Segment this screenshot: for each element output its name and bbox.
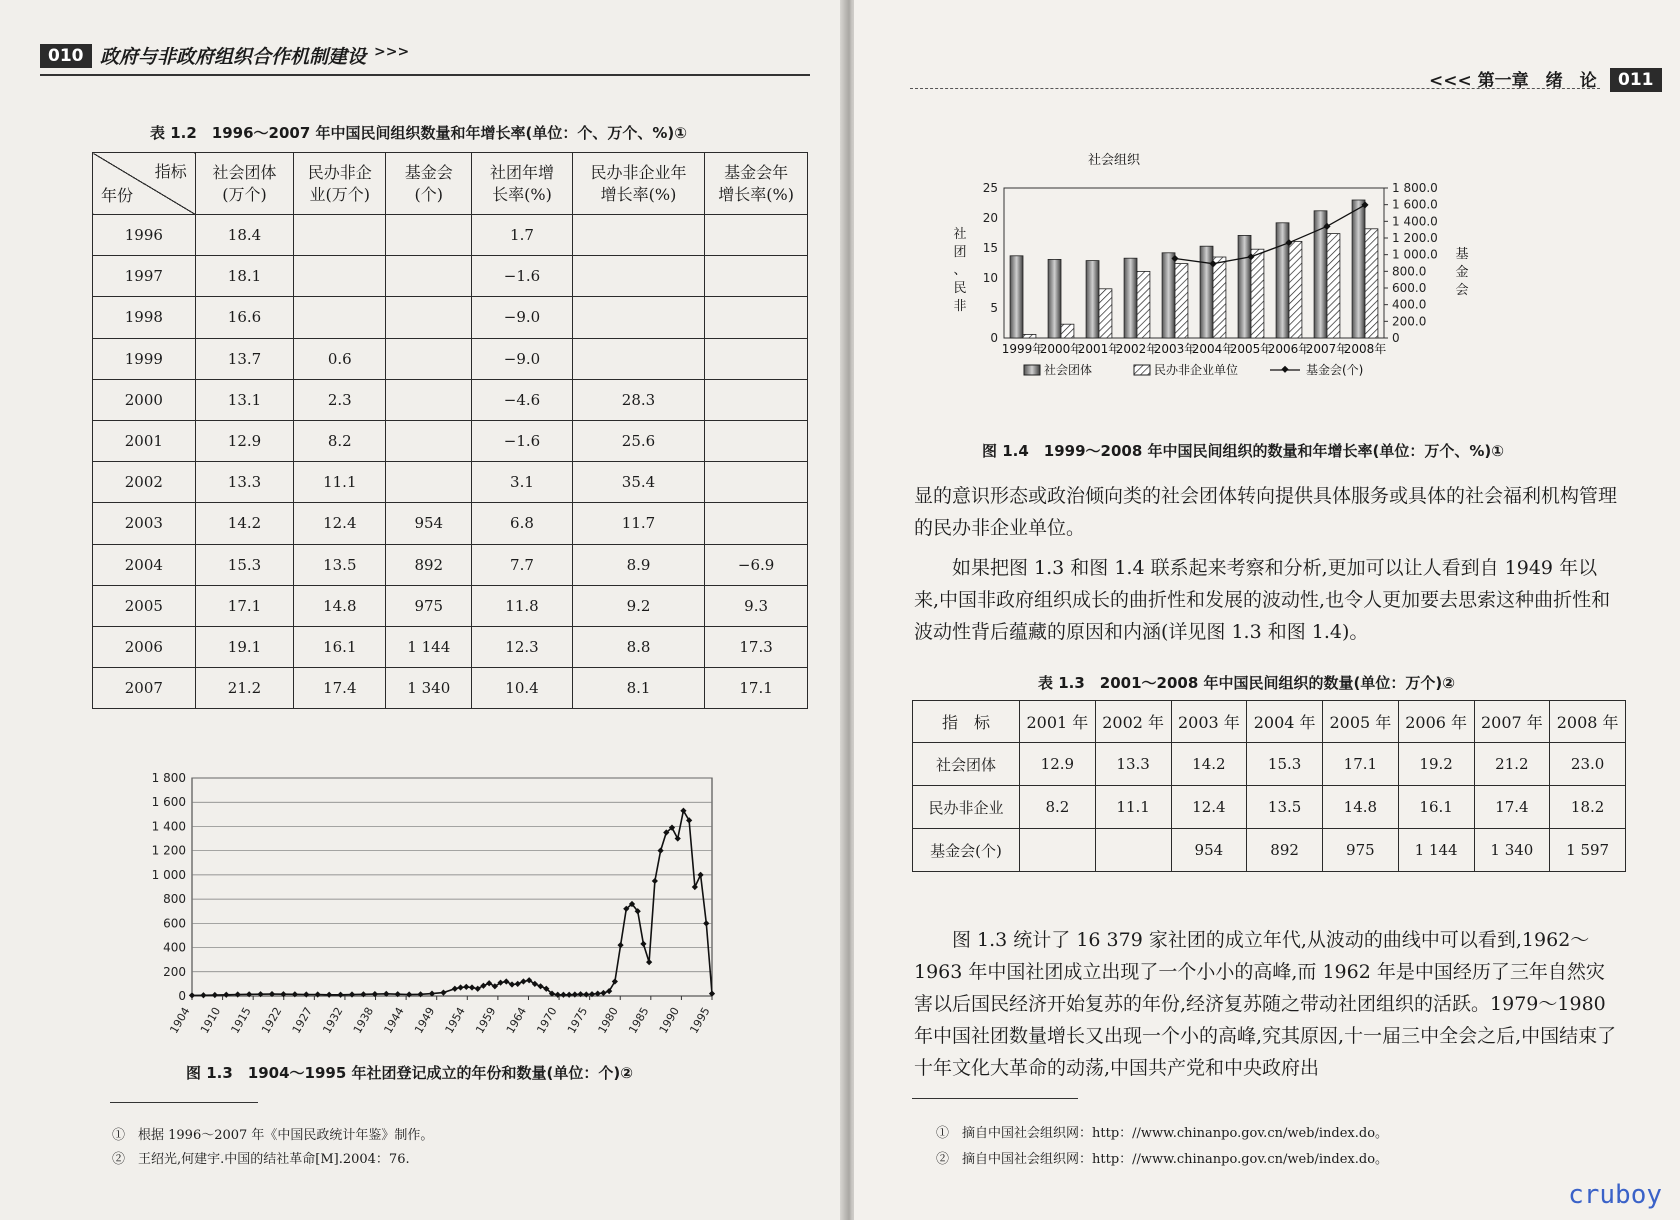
table-1-2-cell	[294, 256, 386, 297]
table-row	[93, 626, 808, 667]
table-1-2-cell: 8.8	[572, 626, 704, 667]
table-1-2-cell: −6.9	[705, 544, 808, 585]
table-1-3-row-label: 社会团体	[913, 743, 1020, 786]
data-point	[509, 981, 515, 987]
y-tick-label: 800	[163, 892, 186, 907]
table-1-2-cell	[572, 256, 704, 297]
table-1-2-cell: −9.0	[472, 338, 573, 379]
y-tick-label: 1 000	[151, 867, 186, 882]
table-1-3-cell: 16.1	[1398, 786, 1474, 829]
table-1-2-cell: 954	[386, 503, 472, 544]
table-row	[93, 338, 808, 379]
x-tick-label: 1990	[656, 1005, 683, 1036]
table-1-2-cell: 18.4	[195, 215, 294, 256]
table-1-3-cell: 15.3	[1247, 743, 1323, 786]
x-tick-label: 1915	[228, 1005, 254, 1036]
table-1-2-cell: 1 144	[386, 626, 472, 667]
table-1-2-cell: 13.7	[195, 338, 294, 379]
y-left-axis-label-char: 非	[953, 299, 967, 314]
table-1-3-cell: 18.2	[1550, 786, 1626, 829]
data-point	[560, 992, 566, 998]
bar-social-groups	[1086, 261, 1099, 338]
table-1-2-cell: 35.4	[572, 462, 704, 503]
table-1-2	[92, 152, 808, 709]
table-1-2-header: 民办非企业年 增长率(%)	[572, 153, 704, 215]
table-1-3-cell: 1 340	[1474, 829, 1550, 872]
legend-label: 社会团体	[1044, 363, 1093, 377]
table-1-2-cell	[572, 338, 704, 379]
table-1-2-header: 社会团体 (万个)	[195, 153, 294, 215]
table-1-3	[912, 700, 1626, 872]
x-tick-label: 2007年	[1305, 342, 1349, 356]
bar-social-groups	[1162, 253, 1175, 338]
table-1-2-cell	[705, 462, 808, 503]
table-1-2-cell	[386, 420, 472, 461]
table-1-2-cell: 25.6	[572, 420, 704, 461]
table-1-2-year-cell: 2006	[93, 626, 196, 667]
table-1-3-cell: 19.2	[1398, 743, 1474, 786]
data-point	[406, 991, 412, 997]
table-1-2-cell: 12.9	[195, 420, 294, 461]
table-row	[913, 743, 1626, 786]
table-1-2-year-cell: 2000	[93, 379, 196, 420]
bar-private-non-enterprise	[1327, 234, 1340, 338]
table-1-2-header: 社团年增 长率(%)	[472, 153, 573, 215]
data-point	[503, 978, 509, 984]
y-left-tick-label: 20	[982, 211, 998, 225]
table-1-3-cell: 12.4	[1171, 786, 1247, 829]
y-right-tick-label: 200.0	[1392, 314, 1427, 329]
table-1-2-cell	[386, 297, 472, 338]
table-row	[93, 215, 808, 256]
table-1-3-year-header: 2006 年	[1398, 701, 1474, 743]
table-row	[93, 503, 808, 544]
table-1-3-cell: 12.9	[1020, 743, 1096, 786]
table-1-2-cell: −1.6	[472, 420, 573, 461]
table-1-3-cell: 1 144	[1398, 829, 1474, 872]
table-1-2-cell: −1.6	[472, 256, 573, 297]
table-1-2-cell	[705, 379, 808, 420]
right-footnote-rule	[912, 1098, 1078, 1099]
left-page-number: 010	[40, 44, 92, 68]
table-1-2-cell	[705, 503, 808, 544]
y-left-tick-label: 0	[990, 331, 998, 345]
table-1-2-cell: 892	[386, 544, 472, 585]
y-left-tick-label: 15	[982, 241, 998, 255]
table-1-2-cell: 0.6	[294, 338, 386, 379]
table-1-2-cell: 8.2	[294, 420, 386, 461]
figure-1-3-chart	[150, 768, 750, 1068]
x-tick-label: 1944	[381, 1005, 407, 1036]
data-point	[303, 991, 309, 997]
y-right-tick-label: 400.0	[1392, 297, 1427, 312]
corner-label-year: 年份	[101, 186, 134, 205]
y-right-axis-label-char: 金	[1455, 265, 1469, 280]
data-point	[600, 990, 606, 996]
table-1-2-corner	[93, 153, 196, 215]
table-1-2-cell: 17.1	[705, 668, 808, 709]
y-tick-label: 1 400	[151, 819, 186, 834]
table-1-3-cell: 13.5	[1247, 786, 1323, 829]
data-point	[692, 884, 698, 890]
bar-social-groups	[1124, 258, 1137, 338]
table-1-2-cell: 17.3	[705, 626, 808, 667]
table-1-2-cell: 16.1	[294, 626, 386, 667]
bar-social-groups	[1048, 259, 1061, 338]
table-1-2-caption: 表 1.2 1996～2007 年中国民间组织数量和年增长率(单位：个、万个、%)①	[150, 124, 687, 142]
x-tick-label: 2001年	[1077, 342, 1121, 356]
watermark: cruboy	[1568, 1180, 1662, 1210]
table-1-2-cell: 6.8	[472, 503, 573, 544]
table-row	[913, 829, 1626, 872]
data-point	[457, 984, 463, 990]
data-point	[337, 992, 343, 998]
bar-social-groups	[1010, 256, 1023, 338]
table-1-2-cell: 1.7	[472, 215, 573, 256]
table-1-2-cell: −4.6	[472, 379, 573, 420]
data-point	[697, 872, 703, 878]
data-point	[640, 941, 646, 947]
y-right-tick-label: 1 000.0	[1392, 247, 1438, 262]
x-tick-label: 2005年	[1229, 342, 1273, 356]
table-1-2-cell	[705, 420, 808, 461]
table-1-3-cell: 954	[1171, 829, 1247, 872]
table-1-2-cell: 13.5	[294, 544, 386, 585]
y-right-tick-label: 1 800.0	[1392, 181, 1438, 195]
data-point	[566, 992, 572, 998]
table-1-2-cell: 12.4	[294, 503, 386, 544]
table-row	[93, 544, 808, 585]
data-point	[537, 983, 543, 989]
bar-private-non-enterprise	[1289, 241, 1302, 338]
table-1-2-year-cell: 1997	[93, 256, 196, 297]
plot-frame	[192, 778, 712, 996]
table-1-2-cell: 17.4	[294, 668, 386, 709]
bar-social-groups	[1200, 246, 1213, 338]
y-tick-label: 200	[163, 964, 186, 979]
figure-1-4-caption: 图 1.4 1999～2008 年中国民间组织的数量和年增长率(单位：万个、%)①	[982, 442, 1504, 460]
bar-social-groups	[1352, 200, 1365, 338]
table-1-2-cell: 17.1	[195, 585, 294, 626]
table-1-3-cell: 892	[1247, 829, 1323, 872]
right-footnote-2: ② 摘自中国社会组织网：http：//www.chinanpo.gov.cn/web/index.do。	[936, 1152, 1389, 1167]
table-1-2-cell	[572, 215, 704, 256]
y-right-tick-label: 800.0	[1392, 264, 1427, 279]
table-1-2-cell: 28.3	[572, 379, 704, 420]
table-1-2-cell: 2.3	[294, 379, 386, 420]
data-point	[515, 981, 521, 987]
x-tick-label: 1938	[350, 1005, 377, 1036]
data-point	[612, 978, 618, 984]
table-1-2-cell: 9.3	[705, 585, 808, 626]
table-1-2-cell	[386, 256, 472, 297]
footnote-rule	[110, 1102, 258, 1103]
data-point	[475, 986, 481, 992]
y-left-axis-label-char: 、	[953, 263, 967, 278]
bar-private-non-enterprise	[1251, 249, 1264, 338]
table-1-2-cell: 1 340	[386, 668, 472, 709]
table-1-3-year-header: 2004 年	[1247, 701, 1323, 743]
y-tick-label: 1 600	[151, 795, 186, 810]
data-point	[486, 980, 492, 986]
y-tick-label: 1 800	[151, 771, 186, 785]
table-1-2-year-cell: 2001	[93, 420, 196, 461]
y-tick-label: 0	[178, 989, 186, 1003]
x-tick-label: 1970	[534, 1005, 560, 1036]
x-tick-label: 1954	[442, 1005, 468, 1036]
x-tick-label: 2003年	[1153, 342, 1197, 356]
corner-label-indicator: 指标	[154, 162, 187, 181]
table-1-2-cell: 975	[386, 585, 472, 626]
table-1-2-cell	[386, 215, 472, 256]
data-point	[315, 991, 321, 997]
data-point	[189, 992, 195, 998]
data-point	[646, 959, 652, 965]
table-1-2-year-cell: 2005	[93, 585, 196, 626]
data-point	[652, 878, 658, 884]
x-tick-label: 1985	[626, 1005, 652, 1036]
table-1-2-cell	[386, 379, 472, 420]
right-header-rule	[910, 88, 1600, 89]
right-page-number: 011	[1610, 68, 1662, 92]
table-1-2-cell	[386, 338, 472, 379]
x-tick-label: 1904	[167, 1005, 193, 1036]
header-rule	[40, 74, 810, 76]
data-point	[200, 992, 206, 998]
table-1-3-cell: 23.0	[1550, 743, 1626, 786]
table-1-2-cell: 3.1	[472, 462, 573, 503]
bar-social-groups	[1314, 211, 1327, 338]
table-1-2-cell: 12.3	[472, 626, 573, 667]
y-right-tick-label: 0	[1392, 331, 1400, 345]
table-1-2-cell: 21.2	[195, 668, 294, 709]
data-point	[349, 991, 355, 997]
y-right-tick-label: 1 400.0	[1392, 214, 1438, 229]
table-1-2-year-cell: 1996	[93, 215, 196, 256]
book-title: 政府与非政府组织合作机制建设	[100, 46, 367, 68]
table-1-2-header: 民办非企 业(万个)	[294, 153, 386, 215]
table-1-2-cell: 8.1	[572, 668, 704, 709]
data-point	[480, 983, 486, 989]
data-point	[235, 991, 241, 997]
x-tick-label: 1959	[473, 1005, 499, 1036]
x-tick-label: 2008年	[1343, 342, 1387, 356]
table-1-3-year-header: 2005 年	[1323, 701, 1399, 743]
legend-swatch-foundation-marker	[1281, 366, 1288, 373]
table-row	[93, 256, 808, 297]
table-row	[913, 786, 1626, 829]
table-1-2-cell	[705, 297, 808, 338]
table-row	[93, 668, 808, 709]
table-1-2-cell: 14.8	[294, 585, 386, 626]
table-1-3-year-header: 2003 年	[1171, 701, 1247, 743]
bar-private-non-enterprise	[1175, 264, 1188, 338]
table-row	[93, 462, 808, 503]
table-1-3-cell: 975	[1323, 829, 1399, 872]
x-tick-label: 1999年	[1001, 342, 1045, 356]
table-1-2-cell	[294, 215, 386, 256]
y-tick-label: 600	[163, 916, 186, 931]
table-1-3-cell: 13.3	[1095, 743, 1171, 786]
bar-private-non-enterprise	[1365, 229, 1378, 338]
chart-title: 社会组织	[1087, 153, 1141, 168]
data-point	[212, 992, 218, 998]
table-1-3-header-label: 指 标	[913, 701, 1020, 743]
bar-social-groups	[1238, 235, 1251, 338]
x-tick-label: 1980	[595, 1005, 621, 1036]
y-left-tick-label: 5	[990, 301, 998, 315]
table-1-2-cell	[386, 462, 472, 503]
y-tick-label: 1 200	[151, 843, 186, 858]
table-row	[93, 297, 808, 338]
paragraph-2: 如果把图 1.3 和图 1.4 联系起来考察和分析,更加可以让人看到自 1949 年以来,中国非政府组织成长的曲折性和发展的波动性,也令人更加要去思索这种曲折性和波动性背后蕴藏的原因和内涵(详见图 1.3 和图 1.4)。	[914, 557, 1611, 643]
bar-private-non-enterprise	[1137, 271, 1150, 338]
table-row	[93, 420, 808, 461]
x-tick-label: 1964	[503, 1005, 530, 1036]
footnote-1: ① 根据 1996～2007 年《中国民政统计年鉴》制作。	[112, 1128, 434, 1143]
table-1-2-cell: 11.1	[294, 462, 386, 503]
table-1-2-cell: 10.4	[472, 668, 573, 709]
table-1-2-cell: 11.7	[572, 503, 704, 544]
table-1-3-cell: 17.1	[1323, 743, 1399, 786]
x-tick-label: 2006年	[1267, 342, 1311, 356]
table-1-2-cell: 15.3	[195, 544, 294, 585]
table-row	[93, 379, 808, 420]
data-point	[469, 984, 475, 990]
table-1-3-cell: 14.2	[1171, 743, 1247, 786]
table-1-2-cell	[294, 297, 386, 338]
figure-1-3-caption: 图 1.3 1904～1995 年社团登记成立的年份和数量(单位：个)②	[186, 1064, 633, 1082]
data-point	[703, 920, 709, 926]
y-tick-label: 400	[163, 940, 186, 955]
y-right-tick-label: 1 600.0	[1392, 197, 1438, 212]
table-1-2-year-cell: 1999	[93, 338, 196, 379]
x-tick-label: 1910	[197, 1005, 224, 1036]
table-1-2-header: 基金会年 增长率(%)	[705, 153, 808, 215]
table-1-2-cell: 18.1	[195, 256, 294, 297]
x-tick-label: 1932	[320, 1005, 346, 1036]
table-1-3-year-header: 2002 年	[1095, 701, 1171, 743]
x-tick-label: 1975	[564, 1005, 591, 1036]
data-point	[440, 989, 446, 995]
book-title-arrows: >>>	[374, 44, 410, 60]
table-1-2-cell	[572, 297, 704, 338]
data-point	[326, 992, 332, 998]
legend-label: 民办非企业单位	[1154, 363, 1239, 377]
table-1-2-cell: 7.7	[472, 544, 573, 585]
x-tick-label: 2004年	[1191, 342, 1235, 356]
table-1-2-year-cell: 2002	[93, 462, 196, 503]
y-right-axis-label-char: 基	[1455, 247, 1469, 262]
right-page	[854, 0, 1680, 1220]
table-1-3-row-label: 基金会(个)	[913, 829, 1020, 872]
data-point	[452, 986, 458, 992]
data-point	[223, 992, 229, 998]
table-1-3-cell: 8.2	[1020, 786, 1096, 829]
paragraph-3: 图 1.3 统计了 16 379 家社团的成立年代,从波动的曲线中可以看到,1962～1963 年中国社团成立出现了一个小小的高峰,而 1962 年是中国经历了三年自然灾害以后国民经济开始复苏的年份,经济复苏随之带动社团组织的活跃。1979～1980 年中国社团数量增长又出现一个小的高峰,究其原因,十一届三中全会之后,中国结束了十年文化大革命的动荡,中国共产党和中央政府出	[914, 929, 1617, 1079]
y-left-axis-label-char: 民	[953, 281, 967, 296]
table-1-2-cell: 13.3	[195, 462, 294, 503]
bar-social-groups	[1276, 223, 1289, 338]
table-1-2-cell	[705, 256, 808, 297]
table-1-2-year-cell: 2007	[93, 668, 196, 709]
data-point	[657, 848, 663, 854]
table-1-3-year-header: 2008 年	[1550, 701, 1626, 743]
table-1-2-cell	[705, 338, 808, 379]
table-1-3-row-label: 民办非企业	[913, 786, 1020, 829]
x-tick-label: 2002年	[1115, 342, 1159, 356]
legend-label: 基金会(个)	[1306, 363, 1364, 377]
table-1-2-cell	[705, 215, 808, 256]
legend-swatch-social-groups	[1024, 365, 1040, 375]
right-footnote-1: ① 摘自中国社会组织网：http：//www.chinanpo.gov.cn/web/index.do。	[936, 1126, 1389, 1141]
table-1-2-cell: 13.1	[195, 379, 294, 420]
data-point	[520, 978, 526, 984]
data-point	[572, 991, 578, 997]
y-right-tick-label: 1 200.0	[1392, 231, 1438, 245]
table-1-3-caption: 表 1.3 2001～2008 年中国民间组织的数量(单位：万个)②	[1038, 674, 1455, 692]
x-tick-label: 1922	[259, 1005, 285, 1036]
x-tick-label: 1995	[687, 1005, 713, 1036]
data-point	[675, 835, 681, 841]
table-1-2-cell: 16.6	[195, 297, 294, 338]
x-tick-label: 1949	[412, 1005, 438, 1036]
table-1-3-cell: 11.1	[1095, 786, 1171, 829]
table-1-2-cell: −9.0	[472, 297, 573, 338]
y-left-tick-label: 25	[982, 181, 998, 195]
table-1-2-year-cell: 2004	[93, 544, 196, 585]
bar-private-non-enterprise	[1099, 289, 1112, 338]
x-tick-label: 2000年	[1039, 342, 1083, 356]
table-1-3-cell: 21.2	[1474, 743, 1550, 786]
bar-private-non-enterprise	[1023, 334, 1036, 338]
table-1-3-cell: 14.8	[1323, 786, 1399, 829]
y-left-tick-label: 10	[982, 271, 998, 285]
legend-swatch-private-non-enterprise	[1134, 365, 1150, 375]
data-point	[463, 984, 469, 990]
bar-private-non-enterprise	[1061, 324, 1074, 338]
chapter-title: <<< 第一章 绪 论	[1429, 71, 1597, 91]
table-1-3-year-header: 2001 年	[1020, 701, 1096, 743]
table-1-2-cell: 14.2	[195, 503, 294, 544]
table-1-2-cell: 9.2	[572, 585, 704, 626]
data-point	[583, 991, 589, 997]
y-left-axis-label-char: 社	[953, 227, 967, 242]
x-tick-label: 1927	[289, 1005, 315, 1036]
table-1-2-year-cell: 1998	[93, 297, 196, 338]
bar-private-non-enterprise	[1213, 257, 1226, 338]
table-1-3-cell	[1020, 829, 1096, 872]
footnote-2: ② 王绍光,何建宇.中国的结社革命[M].2004：76.	[112, 1152, 410, 1167]
table-1-3-cell: 17.4	[1474, 786, 1550, 829]
table-1-3-year-header: 2007 年	[1474, 701, 1550, 743]
table-1-2-year-cell: 2003	[93, 503, 196, 544]
table-1-2-cell: 19.1	[195, 626, 294, 667]
y-right-axis-label-char: 会	[1455, 283, 1469, 298]
table-1-2-cell: 11.8	[472, 585, 573, 626]
table-1-3-cell	[1095, 829, 1171, 872]
figure-1-4-chart	[894, 140, 1469, 430]
table-1-2-header: 基金会 (个)	[386, 153, 472, 215]
y-right-tick-label: 600.0	[1392, 281, 1427, 295]
y-left-axis-label-char: 团	[953, 245, 967, 260]
table-row	[93, 585, 808, 626]
table-1-3-cell: 1 597	[1550, 829, 1626, 872]
data-point	[555, 992, 561, 998]
table-1-2-cell: 8.9	[572, 544, 704, 585]
paragraph-1: 显的意识形态或政治倾向类的社会团体转向提供具体服务或具体的社会福利机构管理的民办非企业单位。	[914, 485, 1618, 539]
